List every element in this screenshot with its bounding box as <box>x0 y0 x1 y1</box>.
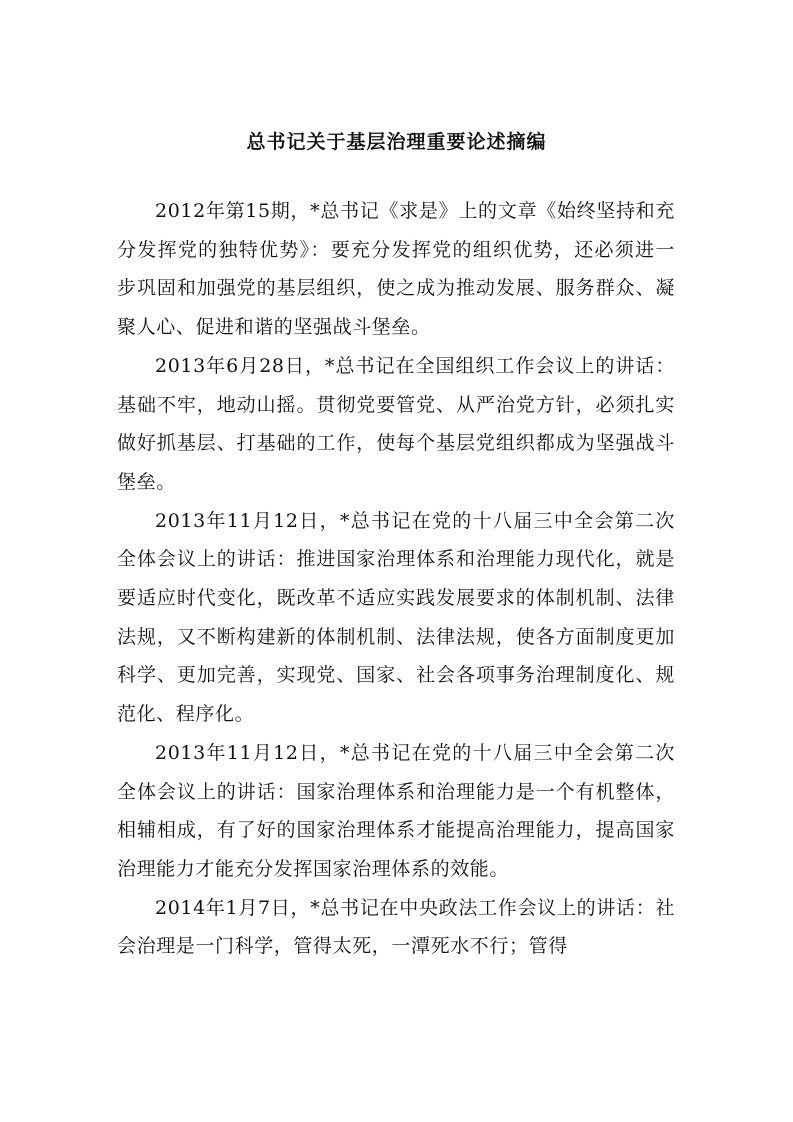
document-title: 总书记关于基层治理重要论述摘编 <box>246 131 547 153</box>
paragraph-2012-qiushi: 2012年第15期，*总书记《求是》上的文章《始终坚持和充分发挥党的独特优势》：要充分发挥党的组织优势，还必须进一步巩固和加强党的基层组织，使之成为推动发展、服务群众、凝聚人心、促进和谐的坚强战斗堡垒。 <box>117 200 675 339</box>
paragraph-2013-11-12-b: 2013年11月12日，*总书记在党的十八届三中全会第二次全体会议上的讲话：国家治理体系和治理能力是一个有机整体，相辅相成，有了好的国家治理体系才能提高治理能力，提高国家治理能力才能充分发挥国家治理体系的效能。 <box>117 741 675 880</box>
paragraph-2013-11-12-a: 2013年11月12日，*总书记在党的十八届三中全会第二次全体会议上的讲话：推进国家治理体系和治理能力现代化，就是要适应时代变化，既改革不适应实践发展要求的体制机制、法律法规，又不断构建新的体制机制、法律法规，使各方面制度更加科学、更加完善，实现党、国家、社会各项事务治理制度化、规范化、程序化。 <box>117 509 675 726</box>
document-body <box>117 192 675 966</box>
paragraph-2014-01-07: 2014年1月7日，*总书记在中央政法工作会议上的讲话：社会治理是一门科学，管得太死，一潭死水不行；管得 <box>117 896 675 958</box>
paragraph-2013-06-28: 2013年6月28日，*总书记在全国组织工作会议上的讲话：基础不牢，地动山摇。贯彻党要管党、从严治党方针，必须扎实做好抓基层、打基础的工作，使每个基层党组织都成为坚强战斗堡垒。 <box>117 354 675 493</box>
